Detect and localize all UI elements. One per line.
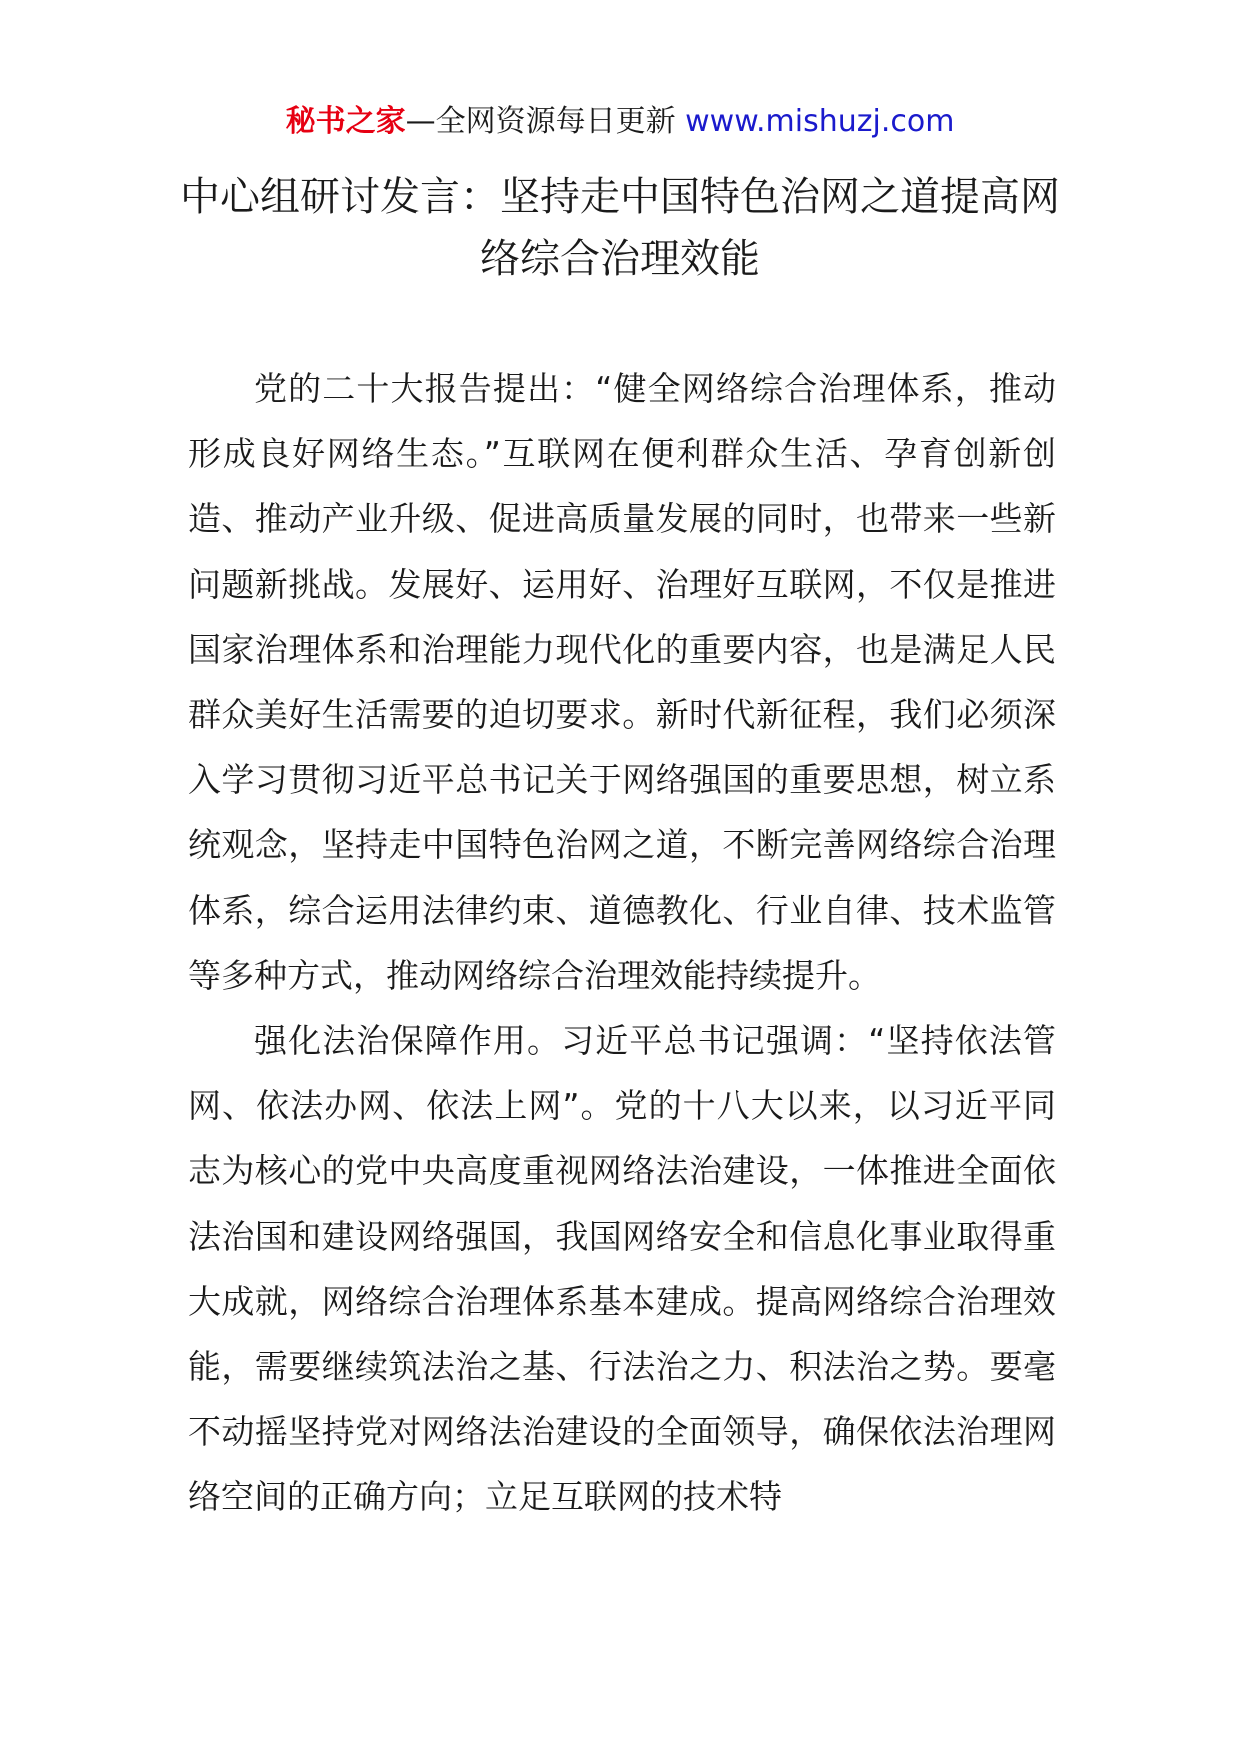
brand-name[interactable]: 秘书之家 [285,104,406,139]
document-body [188,356,1056,1530]
paragraph-2: 强化法治保障作用。习近平总书记强调：“坚持依法管网、依法办网、依法上网”。党的十八大以来，以习近平同志为核心的党中央高度重视网络法治建设，一体推进全面依法治国和建设网络强国，我国网络安全和信息化事业取得重大成就，网络综合治理体系基本建成。提高网络综合治理效能，需要继续筑法治之基、行法治之力、积法治之势。要毫不动摇坚持党对网络法治建设的全面领导，确保依法治理网络空间的正确方向；立足互联网的技术特 [188,1021,1056,1517]
document-title: 中心组研讨发言：坚持走中国特色治网之道提高网络综合治理效能 [180,174,1060,282]
site-header [0,100,1240,144]
site-url-link[interactable]: www.mishuzj.com [685,104,955,139]
paragraph-1: 党的二十大报告提出：“健全网络综合治理体系，推动形成良好网络生态。”互联网在便利群众生活、孕育创新创造、推动产业升级、促进高质量发展的同时，也带来一些新问题新挑战。发展好、运用好、治理好互联网，不仅是推进国家治理体系和治理能力现代化的重要内容，也是满足人民群众美好生活需要的迫切要求。新时代新征程，我们必须深入学习贯彻习近平总书记关于网络强国的重要思想，树立系统观念，坚持走中国特色治网之道，不断完善网络综合治理体系，综合运用法律约束、道德教化、行业自律、技术监管等多种方式，推动网络综合治理效能持续提升。 [188,369,1056,995]
header-tagline: —全网资源每日更新 [405,104,686,139]
